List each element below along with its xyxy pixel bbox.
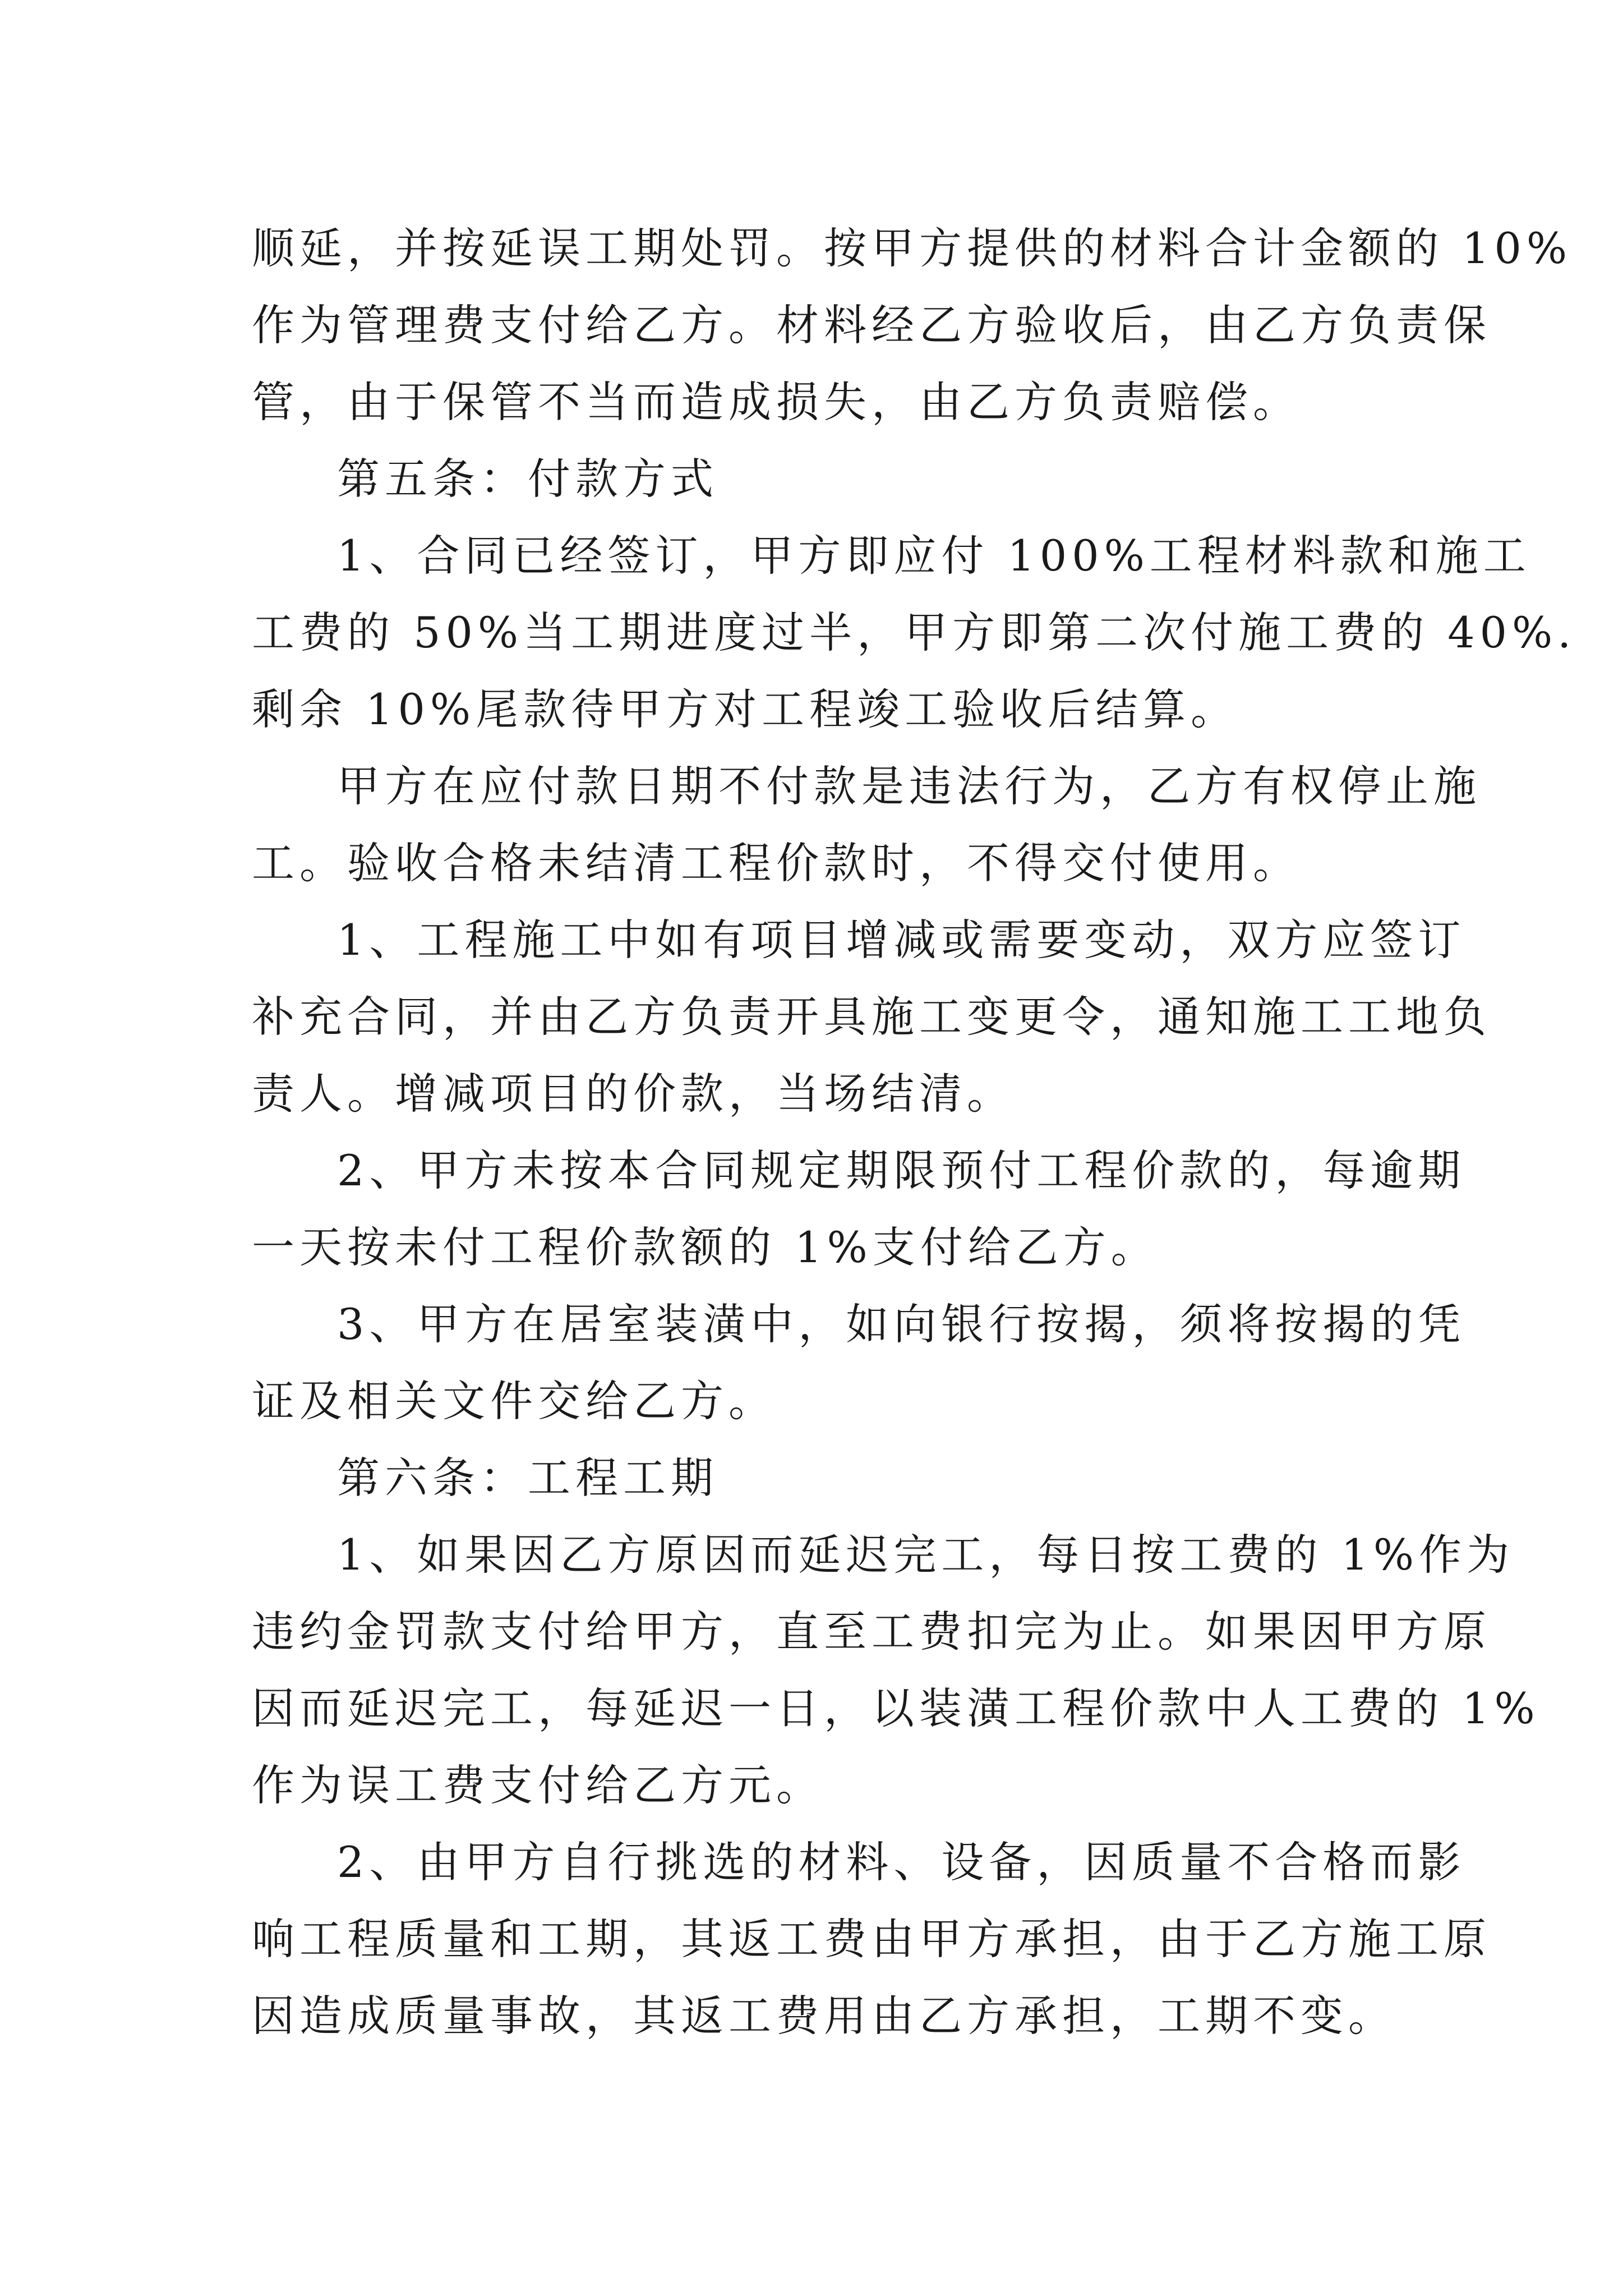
- text-line: 责人。增减项目的价款，当场结清。: [252, 1069, 1015, 1119]
- text-line: 作为误工费支付给乙方元。: [252, 1760, 824, 1810]
- text-line: 因而延迟完工，每延迟一日，以装潢工程价款中人工费的 1%: [252, 1683, 1540, 1733]
- text-line: 响工程质量和工期，其返工费由甲方承担，由于乙方施工原: [252, 1914, 1491, 1964]
- text-line: 违约金罚款支付给甲方，直至工费扣完为止。如果因甲方原: [252, 1607, 1491, 1657]
- text-line: 工费的 50%当工期进度过半，甲方即第二次付施工费的 40%.: [252, 608, 1576, 657]
- section-heading: 第五条：付款方式: [337, 454, 718, 504]
- text-line: 1、合同已经签订，甲方即应付 100%工程材料款和施工: [337, 531, 1531, 581]
- text-line: 2、甲方未按本合同规定期限预付工程价款的，每逾期: [337, 1145, 1466, 1195]
- text-line: 1、工程施工中如有项目增减或需要变动，双方应签订: [337, 915, 1466, 965]
- text-line: 管，由于保管不当而造成损失，由乙方负责赔偿。: [252, 377, 1301, 427]
- text-line: 工。验收合格未结清工程价款时，不得交付使用。: [252, 838, 1301, 888]
- section-heading: 第六条：工程工期: [337, 1453, 718, 1503]
- text-line: 作为管理费支付给乙方。材料经乙方验收后，由乙方负责保: [252, 300, 1491, 350]
- text-line: 证及相关文件交给乙方。: [252, 1376, 776, 1426]
- text-line: 顺延，并按延误工期处罚。按甲方提供的材料合计金额的 10%: [252, 223, 1573, 273]
- text-line: 2、由甲方自行挑选的材料、设备，因质量不合格而影: [337, 1837, 1466, 1887]
- text-line: 1、如果因乙方原因而延迟完工，每日按工费的 1%作为: [337, 1530, 1515, 1580]
- text-line: 因造成质量事故，其返工费用由乙方承担，工期不变。: [252, 1991, 1396, 2041]
- text-line: 一天按未付工程价款额的 1%支付给乙方。: [252, 1222, 1159, 1272]
- text-line: 3、甲方在居室装潢中，如向银行按揭，须将按揭的凭: [337, 1299, 1466, 1349]
- text-line: 剩余 10%尾款待甲方对工程竣工验收后结算。: [252, 684, 1239, 734]
- text-line: 甲方在应付款日期不付款是违法行为，乙方有权停止施: [337, 761, 1481, 811]
- text-line: 补充合同，并由乙方负责开具施工变更令，通知施工工地负: [252, 992, 1491, 1042]
